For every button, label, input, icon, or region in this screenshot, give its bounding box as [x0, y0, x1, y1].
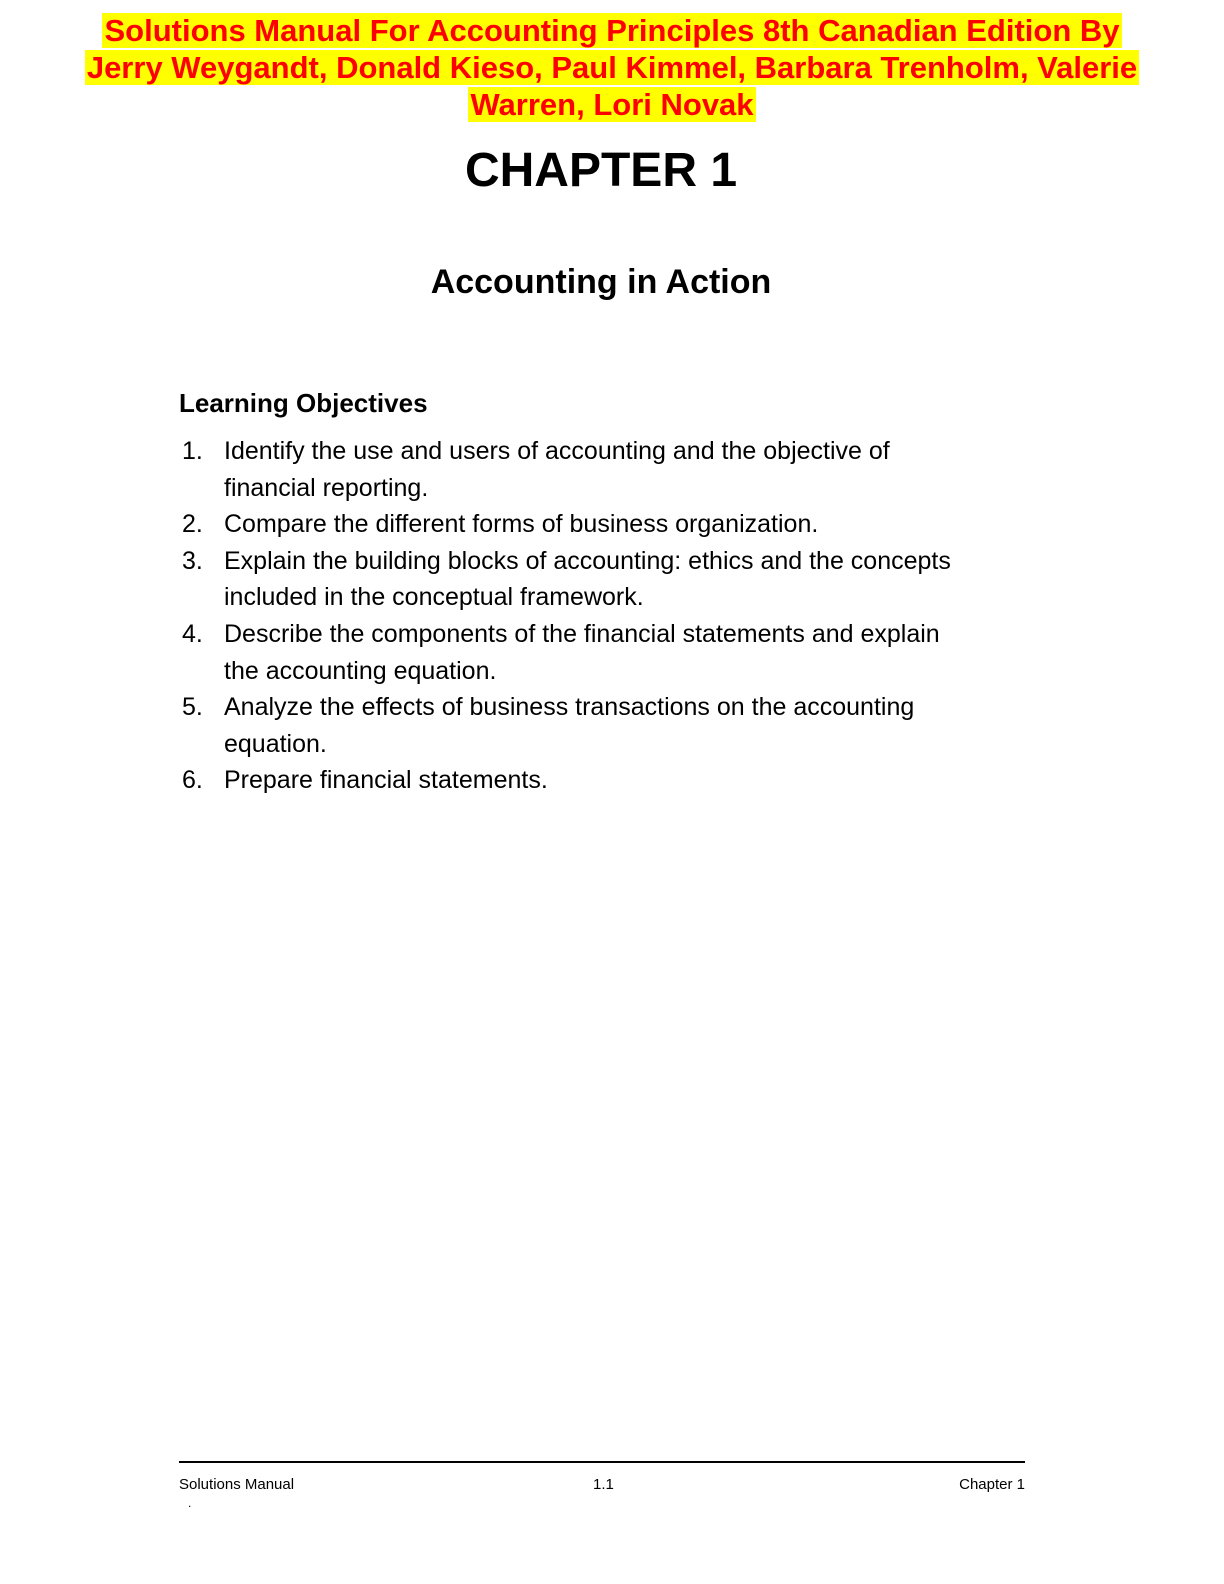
footer-mark: .	[188, 1496, 192, 1510]
objective-number: 6.	[182, 766, 203, 795]
learning-objectives-list	[179, 433, 979, 799]
objective-item	[179, 762, 979, 799]
objective-item	[179, 433, 979, 506]
objective-item	[179, 543, 979, 616]
chapter-subtitle: Accounting in Action	[430, 263, 772, 301]
objective-text: Explain the building blocks of accounting: ethics and the concepts included in the conceptual framework.	[224, 546, 951, 612]
chapter-title: CHAPTER 1	[464, 144, 738, 197]
footer-left-text: Solutions Manual	[179, 1476, 295, 1493]
title-banner	[40, 12, 1184, 123]
learning-objectives-heading: Learning Objectives	[179, 388, 428, 418]
banner-line-2: Jerry Weygandt, Donald Kieso, Paul Kimmel, Barbara Trenholm, Valerie	[86, 50, 1138, 85]
objective-text: Prepare financial statements.	[224, 766, 548, 795]
objective-text: Compare the different forms of business organization.	[224, 510, 819, 539]
objective-item	[179, 616, 979, 689]
footer-right-text: Chapter 1	[959, 1476, 1025, 1493]
footer-divider	[179, 1461, 1025, 1463]
banner-line-3: Warren, Lori Novak	[470, 87, 754, 122]
objective-text: Identify the use and users of accounting and the objective of financial reporting.	[224, 437, 890, 502]
objective-item	[179, 506, 979, 543]
objective-number: 1.	[182, 437, 203, 465]
objective-item	[179, 689, 979, 762]
page-number: 1.1	[593, 1476, 614, 1493]
objective-number: 4.	[182, 619, 203, 648]
objective-number: 5.	[182, 693, 203, 722]
objective-text: Describe the components of the financial statements and explain the accounting equation.	[224, 619, 940, 685]
objective-number: 3.	[182, 546, 203, 575]
banner-line-1: Solutions Manual For Accounting Principles 8th Canadian Edition By	[104, 13, 1120, 48]
objective-text: Analyze the effects of business transactions on the accounting equation.	[224, 693, 915, 758]
objective-number: 2.	[182, 510, 203, 539]
